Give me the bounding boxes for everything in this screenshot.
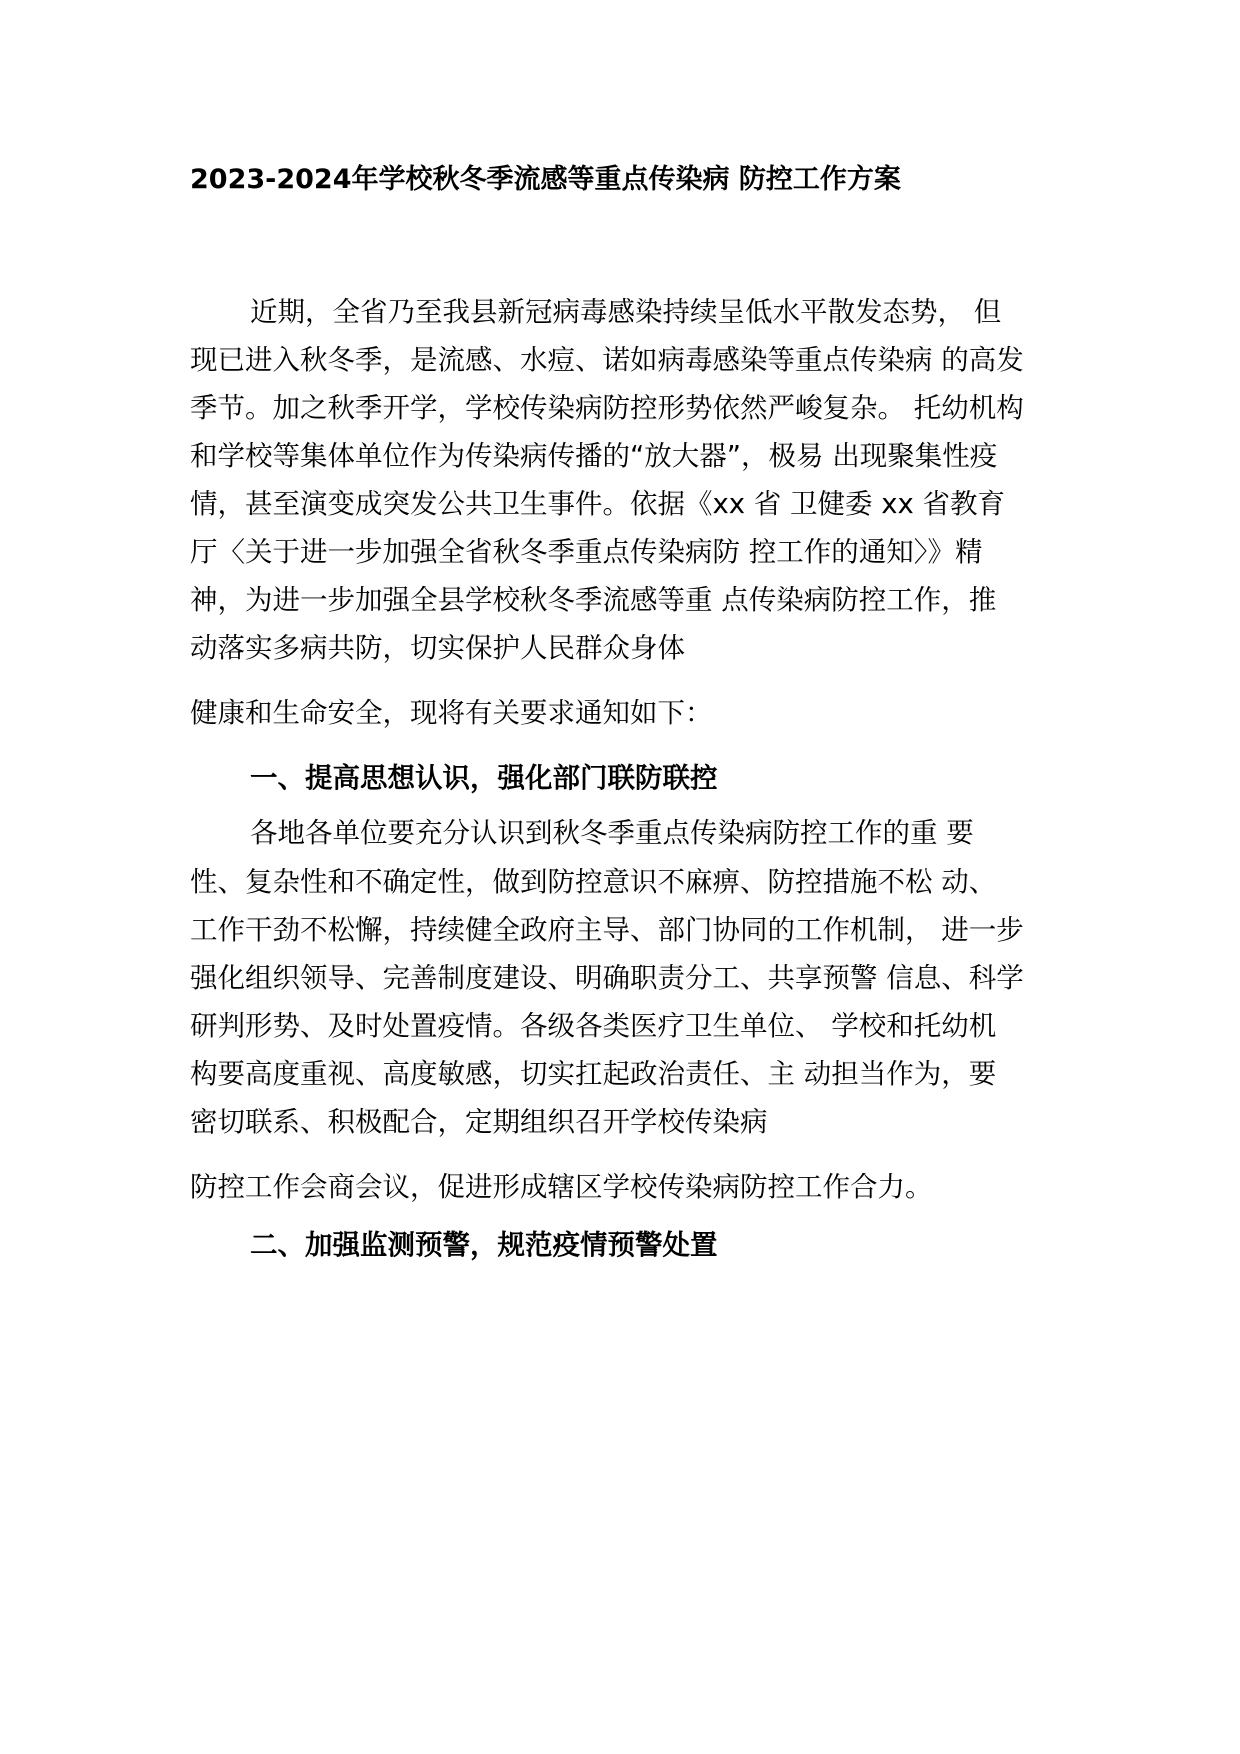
paragraph-line: 近期，全省乃至我县新冠病毒感染持续呈低水平散发态势， 但 bbox=[250, 296, 1002, 328]
paragraph-line: 季节。加之秋季开学，学校传染病防控形势依然严峻复杂。 托幼机构 bbox=[190, 392, 1024, 424]
paragraph-line: 密切联系、积极配合，定期组织召开学校传染病 bbox=[190, 1106, 768, 1138]
paragraph-line: 研判形势、及时处置疫情。各级各类医疗卫生单位、 学校和托幼机 bbox=[190, 1010, 997, 1042]
document-title: 2023-2024年学校秋冬季流感等重点传染病 防控工作方案 bbox=[190, 164, 901, 195]
paragraph-line: 厅〈关于进一步加强全省秋冬季重点传染病防 控工作的通知〉》精 bbox=[190, 536, 983, 568]
paragraph-line: 构要高度重视、高度敏感，切实扛起政治责任、主 动担当作为，要 bbox=[190, 1058, 997, 1090]
paragraph-line: 情，甚至演变成突发公共卫生事件。依据《xx 省 卫健委 xx 省教育 bbox=[190, 488, 1006, 520]
paragraph-line: 神，为进一步加强全县学校秋冬季流感等重 点传染病防控工作，推 bbox=[190, 584, 997, 616]
section-heading-2: 二、加强监测预警，规范疫情预警处置 bbox=[250, 1229, 718, 1261]
paragraph-line: 健康和生命安全，现将有关要求通知如下： bbox=[190, 697, 713, 729]
paragraph-line: 动落实多病共防，切实保护人民群众身体 bbox=[190, 632, 685, 664]
paragraph-line: 防控工作会商会议，促进形成辖区学校传染病防控工作合力。 bbox=[190, 1171, 933, 1203]
paragraph-line: 和学校等集体单位作为传染病传播的“放大器”，极易 出现聚集性疫 bbox=[190, 440, 998, 472]
paragraph-line: 现已进入秋冬季，是流感、水痘、诺如病毒感染等重点传染病 的高发 bbox=[190, 344, 1024, 376]
paragraph-line: 工作干劲不松懈，持续健全政府主导、部门协同的工作机制， 进一步 bbox=[190, 914, 1024, 946]
section-heading-1: 一、提高思想认识，强化部门联防联控 bbox=[250, 762, 718, 794]
paragraph-line: 性、复杂性和不确定性，做到防控意识不麻痹、防控措施不松 动、 bbox=[190, 866, 997, 898]
paragraph-line: 强化组织领导、完善制度建设、明确职责分工、共享预警 信息、科学 bbox=[190, 962, 1024, 994]
paragraph-line: 各地各单位要充分认识到秋冬季重点传染病防控工作的重 要 bbox=[250, 817, 974, 849]
